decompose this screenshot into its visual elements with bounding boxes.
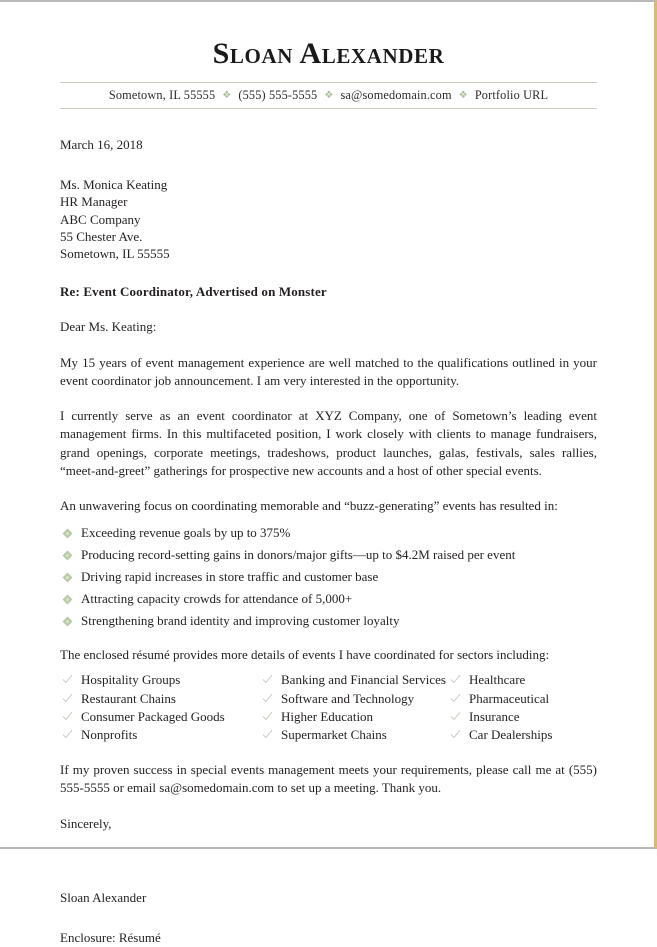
diamond-bullet-icon [63, 551, 73, 561]
subject-line: Re: Event Coordinator, Advertised on Monster [60, 284, 327, 300]
achievements-intro: An unwavering focus on coordinating memorable and “buzz-generating” events has resulted in: [60, 497, 558, 513]
checkmark-icon [262, 693, 273, 704]
sectors-intro: The enclosed résumé provides more details of events I have coordinated for sectors including: [60, 647, 550, 663]
list-item [448, 708, 598, 726]
sector-text: Pharmaceutical [469, 690, 550, 706]
achievement-text: Producing record-setting gains in donors/major gifts—up to $4.2M raised per event [81, 547, 516, 563]
sectors-column-3 [448, 671, 598, 745]
list-item [60, 726, 260, 744]
recipient-title: HR Manager [60, 194, 128, 210]
recipient-name: Ms. Monica Keating [60, 177, 168, 193]
checkmark-icon [262, 674, 273, 685]
diamond-bullet-icon [63, 616, 73, 626]
diamond-separator-icon: ❖ [458, 90, 468, 102]
list-item [448, 726, 598, 744]
contact-location: Sometown, IL 55555 [108, 88, 216, 103]
signature-name: Sloan Alexander [60, 889, 147, 905]
achievement-text: Attracting capacity crowds for attendance of 5,000+ [81, 590, 353, 606]
list-item [60, 568, 597, 585]
list-item [260, 690, 448, 708]
list-item [60, 671, 260, 689]
list-item [60, 590, 597, 607]
checkmark-icon [450, 729, 461, 740]
contact-line [60, 83, 597, 108]
list-item [260, 708, 448, 726]
checkmark-icon [262, 711, 273, 722]
checkmark-icon [62, 693, 73, 704]
sector-text: Car Dealerships [469, 727, 553, 743]
checkmark-icon [450, 711, 461, 722]
diamond-separator-icon: ❖ [324, 90, 334, 102]
diamond-bullet-icon [63, 529, 73, 539]
sector-text: Restaurant Chains [81, 690, 176, 706]
salutation: Dear Ms. Keating: [60, 319, 157, 335]
diamond-bullet-icon [63, 594, 73, 604]
page-title: Sloan Alexander [212, 37, 445, 70]
list-item [448, 690, 598, 708]
list-item [60, 524, 597, 541]
checkmark-icon [262, 729, 273, 740]
sector-text: Banking and Financial Services [281, 672, 446, 688]
contact-email[interactable]: sa@somedomain.com [340, 88, 452, 103]
sector-text: Supermarket Chains [281, 727, 387, 743]
achievement-text: Driving rapid increases in store traffic and customer base [81, 568, 379, 584]
list-item [60, 612, 597, 629]
list-item [60, 546, 597, 563]
recipient-company: ABC Company [60, 211, 141, 227]
achievement-text: Strengthening brand identity and improving customer loyalty [81, 612, 400, 628]
sector-text: Software and Technology [281, 690, 415, 706]
checkmark-icon [450, 674, 461, 685]
list-item [260, 671, 448, 689]
sign-off: Sincerely, [60, 815, 112, 831]
achievements-list [60, 524, 597, 629]
sector-text: Nonprofits [81, 727, 138, 743]
sector-text: Higher Education [281, 709, 374, 725]
checkmark-icon [62, 711, 73, 722]
sector-text: Insurance [469, 709, 520, 725]
diamond-separator-icon: ❖ [222, 90, 232, 102]
letter-date: March 16, 2018 [60, 137, 143, 153]
paragraph-1: My 15 years of event management experience are well matched to the qualifications outlined in your event coordinator job announcement. I am very interested in the opportunity. [60, 354, 597, 389]
sector-text: Hospitality Groups [81, 672, 181, 688]
recipient-city-state-zip: Sometown, IL 55555 [60, 245, 170, 261]
achievement-text: Exceeding revenue goals by up to 375% [81, 525, 291, 541]
contact-portfolio-link[interactable]: Portfolio URL [474, 88, 549, 103]
list-item [260, 726, 448, 744]
enclosure-note: Enclosure: Résumé [60, 929, 161, 945]
list-item [448, 671, 598, 689]
letterhead [60, 38, 597, 109]
list-item [60, 708, 260, 726]
checkmark-icon [450, 693, 461, 704]
letter-body [60, 109, 597, 946]
checkmark-icon [62, 674, 73, 685]
paragraph-2: I currently serve as an event coordinator at XYZ Company, one of Sometown’s leading event management firms. In this multifaceted position, I work closely with clients to manage fundraisers, grand openings, corporate meetings, tradeshows, product launches, galas, festivals, sales rallies, “meet-and-greet” gatherings for prospective new accounts and a host of other special events. [60, 407, 597, 479]
sectors-columns [60, 671, 597, 745]
letter-sheet [0, 2, 654, 945]
sector-text: Healthcare [469, 672, 526, 688]
contact-phone: (555) 555-5555 [238, 88, 318, 103]
list-item [60, 690, 260, 708]
diamond-bullet-icon [63, 573, 73, 583]
closing-paragraph: If my proven success in special events management meets your requirements, please call me at (555) 555-5555 or email sa@somedomain.com to set up a meeting. Thank you. [60, 761, 597, 796]
checkmark-icon [62, 729, 73, 740]
recipient-address-block [60, 176, 597, 262]
recipient-street: 55 Chester Ave. [60, 228, 143, 244]
sectors-column-1 [60, 671, 260, 745]
sector-text: Consumer Packaged Goods [81, 709, 225, 725]
sectors-column-2 [260, 671, 448, 745]
